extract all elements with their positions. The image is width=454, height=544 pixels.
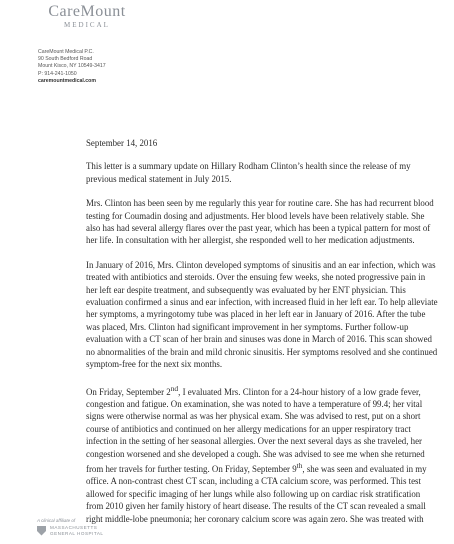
address-phone: P: 914-241-1050 [38, 70, 77, 77]
paragraph-4-text-a: On Friday, September 2 [86, 386, 171, 397]
logo-brand: CareMount [48, 3, 126, 20]
hospital-logo [37, 525, 103, 536]
logo-subtitle: MEDICAL [64, 21, 110, 29]
hospital-name [50, 525, 103, 536]
address-line: 90 South Bedford Road [38, 56, 93, 63]
paragraph-4-text-c: , she was seen and evaluated in my office. A non-contrast chest CT scan, including a CTA calcium score, was performed. This test allowed for specific imaging of her lungs while also following up on cardiac risk stratification from 2010 given her family history of heart disease. The results of the CT scan revealed a small right middle-lobe pneumonia; her coronary calcium score was again zero. She was treated with [86, 463, 427, 524]
letter-body [86, 137, 438, 537]
paragraph-4-text-b: , I evaluated Mrs. Clinton for a 24-hour history of a low grade fever, congestion and fatigue. On examination, she was noted to have a temperature of 99.4; her vital signs were otherwise normal as was her physical exam. She was advised to rest, put on a short course of antibiotics and continued on her allergy medications for an upper respiratory tract infection in the setting of her seasonal allergies. Over the next several days as she traveled, her congestion worsened and she developed a cough. She was advised to see me when she returned from her travels for further testing. On Friday, September 9 [86, 386, 425, 474]
address-line: CareMount Medical P.C. [38, 49, 94, 55]
ordinal-suffix: nd [170, 383, 179, 393]
ordinal-suffix: th [296, 460, 303, 470]
paragraph-2: Mrs. Clinton has been seen by me regularly this year for routine care. She has had recurrent blood testing for Coumadin dosing and adjustments. Her blood levels have been relatively stable. She also has had several allergy flares over the past year, which has been a typical pattern for most of her life. In consultation with her allergist, she responded well to her medication adjustments. [86, 198, 434, 246]
website-link[interactable]: caremountmedical.com [38, 77, 96, 84]
letter-date: September 14, 2016 [86, 138, 158, 148]
paragraph-4 [86, 383, 438, 525]
paragraph-3: In January of 2016, Mrs. Clinton developed symptoms of sinusitis and an ear infection, which was treated with antibiotics and steroids. Over the ensuing few weeks, she noted progressive pain in her left ear despite treatment, and subsequently was evaluated by her ENT physician. This evaluation confirmed a sinus and ear infection, with increased fluid in her left ear. To help alleviate her symptoms, a myringotomy tube was placed in her left ear in January of 2016. After the tube was placed, Mrs. Clinton had significant improvement in her symptoms. Further follow-up evaluation with a CT scan of her brain and sinuses was done in March of 2016. This scan showed no abnormalities of the brain and mild chronic sinusitis. Her symptoms resolved and she continued symptom-free for the next six months. [86, 259, 438, 370]
paragraph-1: This letter is a summary update on Hillary Rodham Clinton’s health since the release of my previous medical statement in July 2015. [86, 161, 411, 184]
caremount-logo [40, 4, 134, 29]
address-line: Mount Kisco, NY 10549-3417 [38, 63, 106, 70]
affiliation-label: A clinical affiliate of [37, 518, 76, 523]
hospital-name-line1: MASSACHUSETTS [50, 525, 98, 530]
address-block [38, 49, 106, 85]
footer [37, 518, 103, 536]
shield-icon [37, 526, 46, 536]
hospital-name-line2: GENERAL HOSPITAL [50, 530, 104, 536]
